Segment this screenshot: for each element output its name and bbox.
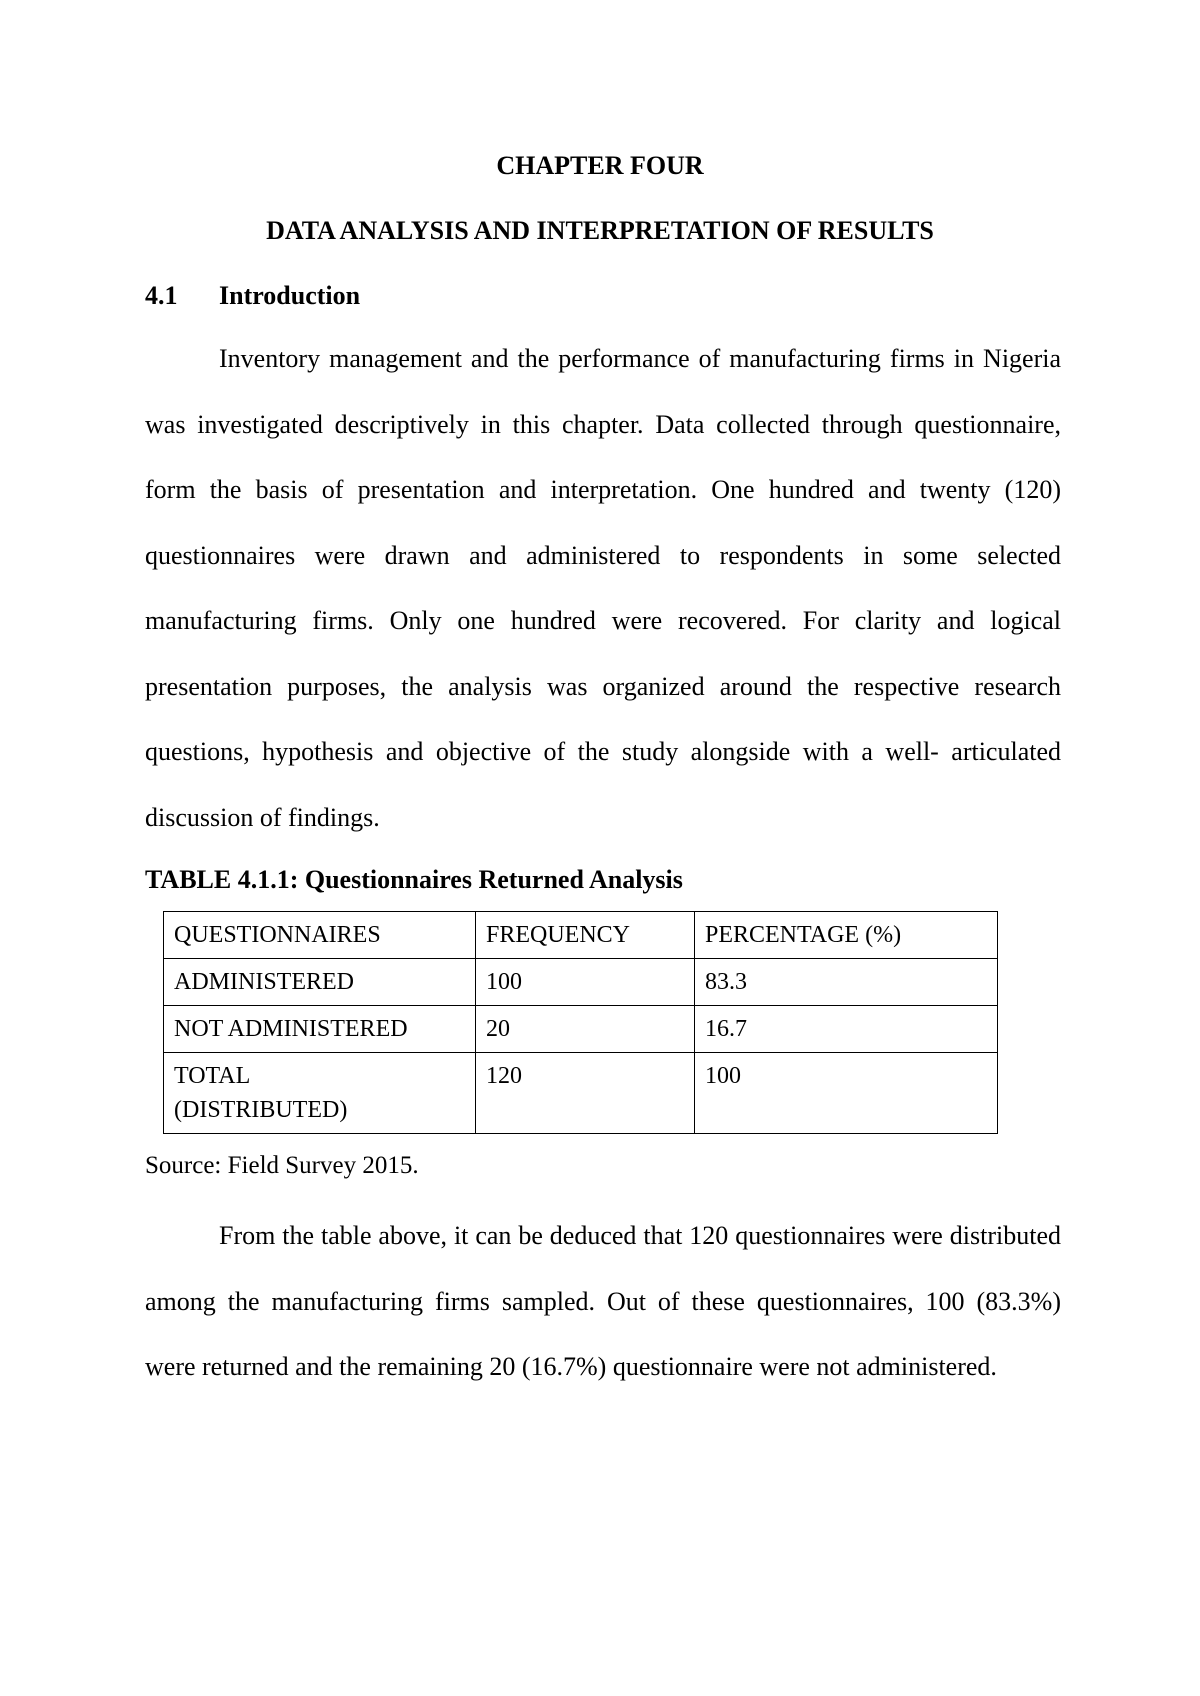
- table-cell: 120: [476, 1053, 695, 1134]
- section-heading: [145, 278, 360, 314]
- conclusion-paragraph: From the table above, it can be deduced that 120 questionnaires were distributed among the manufacturing firms sampled. Out of these questionnaires, 100 (83.3%) were returned and the remaining 20 (16.7%) questionnaire were not administered.: [145, 1221, 1061, 1381]
- table-header-cell: FREQUENCY: [476, 912, 695, 959]
- chapter-subtitle: DATA ANALYSIS AND INTERPRETATION OF RESULTS: [266, 216, 934, 245]
- table-cell: 100: [476, 959, 695, 1006]
- chapter-title: CHAPTER FOUR: [496, 151, 704, 180]
- table-cell: ADMINISTERED: [164, 959, 476, 1006]
- section-number: 4.1: [145, 281, 178, 310]
- questionnaires-table: [163, 911, 998, 1134]
- table-row: [164, 1053, 998, 1134]
- table-cell: 20: [476, 1006, 695, 1053]
- table-cell: NOT ADMINISTERED: [164, 1006, 476, 1053]
- table-source: Source: Field Survey 2015.: [145, 1152, 419, 1179]
- table-cell: 100: [695, 1053, 998, 1134]
- intro-paragraph: Inventory management and the performance of manufacturing firms in Nigeria was investigated descriptively in this chapter. Data collected through questionnaire, form the basis of presentation and interpretation. One hundred and twenty (120) questionnaires were drawn and administered to respondents in some selected manufacturing firms. Only one hundred were recovered. For clarity and logical presentation purposes, the analysis was organized around the respective research questions, hypothesis and objective of the study alongside with a well- articulated discussion of findings.: [145, 344, 1061, 832]
- table-row: [164, 1006, 998, 1053]
- table-header-cell: QUESTIONNAIRES: [164, 912, 476, 959]
- section-title: Introduction: [219, 281, 361, 310]
- table-header-cell: PERCENTAGE (%): [695, 912, 998, 959]
- table-cell: TOTAL (DISTRIBUTED): [164, 1053, 476, 1134]
- table-header-row: [164, 912, 998, 959]
- table-cell: 16.7: [695, 1006, 998, 1053]
- table-row: [164, 959, 998, 1006]
- table-cell: 83.3: [695, 959, 998, 1006]
- table-caption: TABLE 4.1.1: Questionnaires Returned Analysis: [145, 865, 683, 894]
